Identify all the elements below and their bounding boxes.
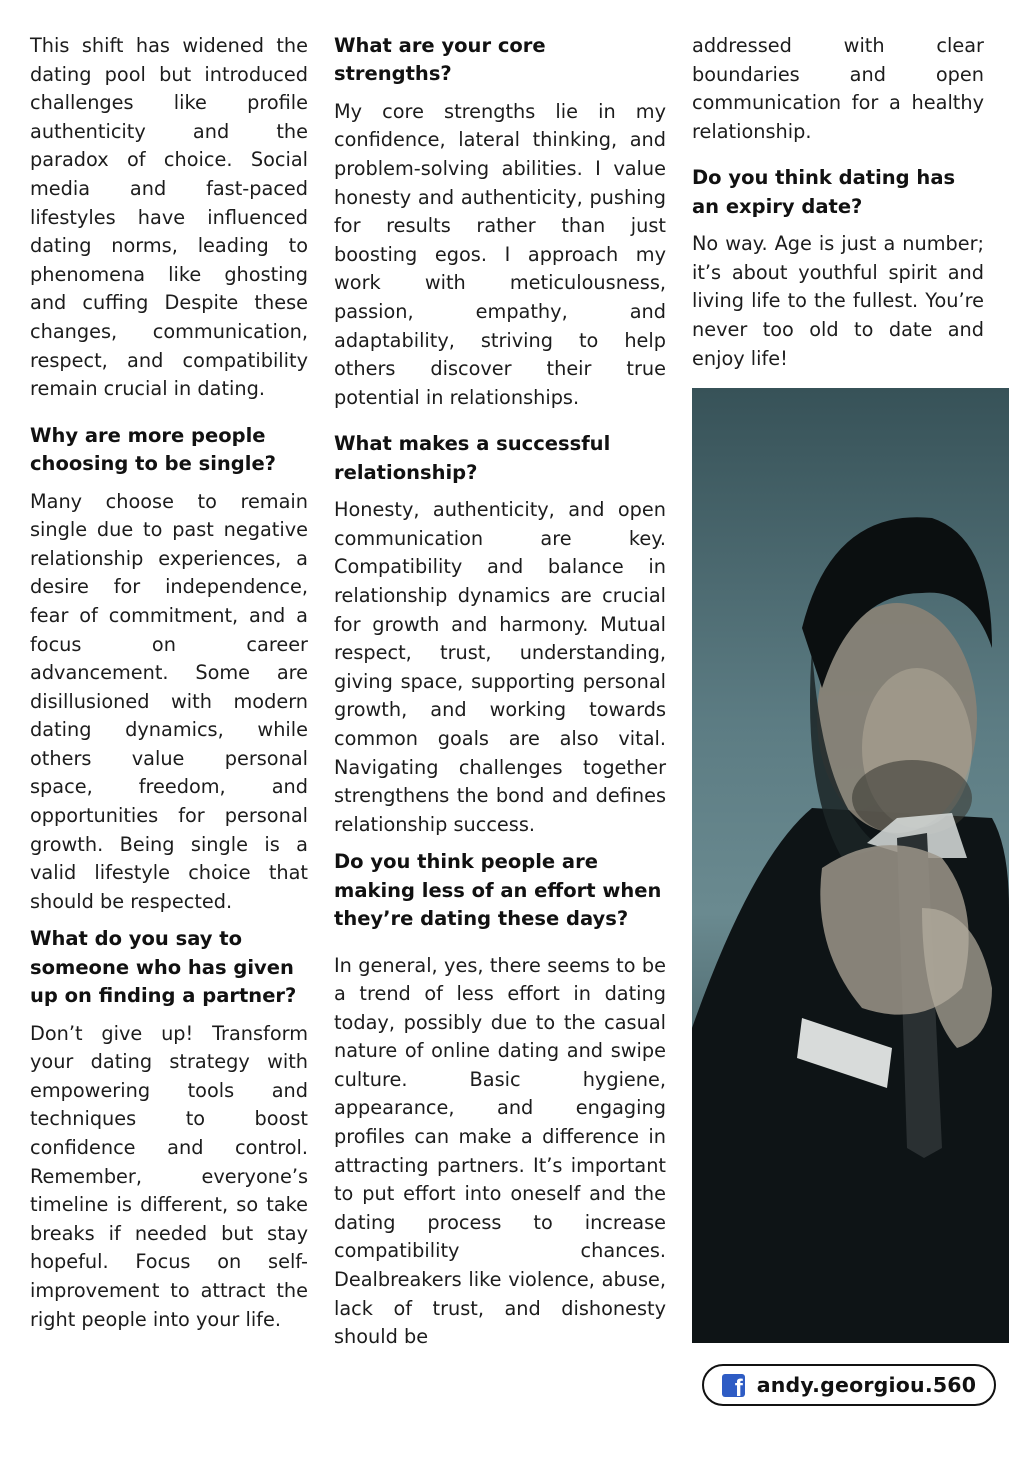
answer-expiry-date: No way. Age is just a number; it’s about youthful spirit and living life to the fullest. You’re never too old to date and enjoy life!	[692, 232, 984, 370]
question-core-strengths: What are your core strengths?	[334, 34, 546, 86]
facebook-handle[interactable]: andy.georgiou.560	[756, 1373, 977, 1397]
answer-given-up: Don’t give up! Transform your dating strategy with empowering tools and techniques to boost confidence and control. Remember, everyone’s timeline is different, so take breaks if needed but stay hopeful. Focus on self-improvement to attract the right people into your life.	[30, 1021, 308, 1331]
portrait-illustration	[692, 388, 1009, 1343]
question-less-effort: Do you think people are making less of an effort when they’re dating these days?	[334, 850, 662, 931]
portrait-photo	[692, 388, 1009, 1343]
question-expiry-date: Do you think dating has an expiry date?	[692, 166, 956, 218]
column-3	[692, 32, 984, 373]
question-single: Why are more people choosing to be single?	[30, 423, 276, 476]
continued-paragraph: addressed with clear boundaries and open communication for a healthy relationship.	[692, 34, 984, 143]
facebook-icon	[722, 1374, 745, 1397]
answer-successful-relationship: Honesty, authenticity, and open communication are key. Compatibility and balance in relationship dynamics are crucial for growth and harmony. Mutual respect, trust, understanding, giving space, supporting personal growth, and working towards common goals are also vital. Navigating challenges together strengthens the bond and defines relationship success.	[334, 498, 666, 836]
answer-less-effort: In general, yes, there seems to be a trend of less effort in dating today, possibly due to the casual nature of online dating and swipe culture. Basic hygiene, appearance, and engaging profiles can make a difference in attracting partners. It’s important to put effort into oneself and the dating process to increase compatibility chances. Dealbreakers like violence, abuse, lack of trust, and dishonesty should be	[334, 953, 666, 1349]
answer-core-strengths: My core strengths lie in my confidence, lateral thinking, and problem-solving abilities. I value honesty and authenticity, pushing for results rather than just boosting egos. I approach my work with meticulousness, passion, empathy, and adaptability, striving to help others discover their true potential in relationships.	[334, 99, 666, 409]
column-2	[334, 32, 666, 1352]
question-successful-relationship: What makes a successful relationship?	[334, 432, 611, 484]
column-1	[30, 32, 308, 1334]
intro-paragraph: This shift has widened the dating pool but introduced challenges like profile authenticity and the paradox of choice. Social media and fast-paced lifestyles have influenced dating norms, leading to phenomena like ghosting and cuffing Despite these changes, communication, respect, and compatibility remain crucial in dating.	[30, 34, 308, 401]
answer-single: Many choose to remain single due to past negative relationship experiences, a desire for independence, fear of commitment, and a focus on career advancement. Some are disillusioned with modern dating dynamics, while others value personal space, freedom, and opportunities for personal growth. Being single is a valid lifestyle choice that should be respected.	[30, 489, 308, 913]
facebook-handle-badge[interactable]	[702, 1364, 996, 1406]
question-given-up: What do you say to someone who has given up on finding a partner?	[30, 927, 297, 1008]
facebook-icon-glyph: f	[734, 1374, 743, 1397]
